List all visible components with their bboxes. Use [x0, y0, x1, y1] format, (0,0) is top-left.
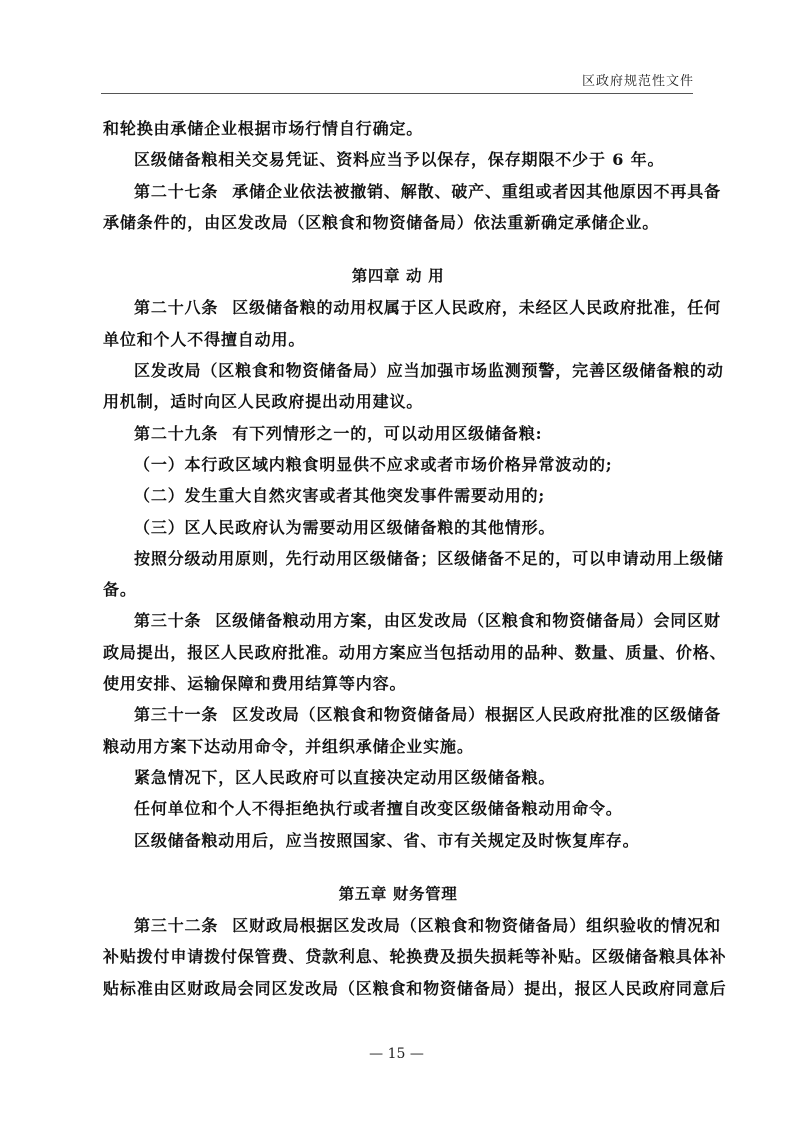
paragraph-line: 备。	[103, 580, 137, 600]
article-31-line	[103, 699, 721, 730]
article-text: 有下列情形之一的，可以动用区级储备粮:	[232, 423, 543, 443]
paragraph-line: 用机制，适时向区人民政府提出动用建议。	[103, 392, 424, 412]
paragraph-line: 区级储备粮动用后，应当按照国家、省、市有关规定及时恢复库存。	[134, 830, 640, 850]
list-item: （一）本行政区域内粮食明显供不应求或者市场价格异常波动的;	[134, 454, 613, 474]
chapter-heading: 第四章 动 用	[351, 267, 445, 286]
article-text: 区发改局（区粮食和物资储备局）根据区人民政府批准的区级储备	[232, 705, 721, 725]
paragraph-line: 粮动用方案下达动用命令，并组织承储企业实施。	[103, 736, 474, 756]
article-label: 第三十一条	[134, 705, 219, 725]
paragraph-line: 区发改局（区粮食和物资储备局）应当加强市场监测预警，完善区级储备粮的动	[134, 361, 724, 381]
document-type-header: 区政府规范性文件	[581, 74, 694, 89]
section-gap	[103, 856, 693, 879]
article-text: 区级储备粮的动用权属于区人民政府，未经区人民政府批准，任何	[232, 298, 721, 318]
paragraph-line: 任何单位和个人不得拒绝执行或者擅自改变区级储备粮动用命令。	[134, 799, 623, 819]
article-label: 第二十八条	[134, 298, 219, 318]
article-27-line	[103, 176, 721, 207]
article-text: 区财政局根据区发改局（区粮食和物资储备局）组织验收的情况和	[232, 916, 721, 936]
header-divider	[101, 93, 693, 94]
paragraph-line: 区级储备粮相关交易凭证、资料应当予以保存，保存期限不少于 6 年。	[134, 150, 665, 170]
paragraph-line: 承储条件的，由区发改局（区粮食和物资储备局）依法重新确定承储企业。	[103, 212, 660, 232]
paragraph-line: 政局提出，报区人民政府批准。动用方案应当包括动用的品种、数量、质量、价格、	[103, 642, 727, 662]
paragraph-line: 单位和个人不得擅自动用。	[103, 329, 306, 349]
article-30-line	[103, 605, 721, 636]
list-item: （二）发生重大自然灾害或者其他突发事件需要动用的;	[134, 486, 546, 506]
article-label: 第三十条	[134, 611, 202, 631]
article-32-line	[103, 910, 721, 941]
article-text: 区级储备粮动用方案，由区发改局（区粮食和物资储备局）会同区财	[215, 611, 721, 631]
paragraph-line: 紧急情况下，区人民政府可以直接决定动用区级储备粮。	[134, 767, 556, 787]
paragraph-line: 补贴拨付申请拨付保管费、贷款利息、轮换费及损失损耗等补贴。区级储备粮具体补	[103, 947, 727, 967]
page-number: — 15 —	[369, 1046, 424, 1062]
paragraph-line: 按照分级动用原则，先行动用区级储备；区级储备不足的，可以申请动用上级储	[134, 548, 724, 568]
list-item: （三）区人民政府认为需要动用区级储备粮的其他情形。	[134, 517, 556, 537]
chapter-heading: 第五章 财务管理	[338, 884, 458, 903]
article-label: 第三十二条	[134, 916, 219, 936]
paragraph-line: 和轮换由承储企业根据市场行情自行确定。	[103, 119, 424, 138]
paragraph-line: 贴标准由区财政局会同区发改局（区粮食和物资储备局）提出，报区人民政府同意后	[103, 978, 727, 998]
article-label: 第二十九条	[134, 423, 219, 443]
section-gap	[103, 238, 693, 261]
document-body	[103, 113, 727, 1004]
paragraph-line: 使用安排、运输保障和费用结算等内容。	[103, 674, 407, 694]
article-29-line	[103, 418, 693, 449]
article-text: 承储企业依法被撤销、解散、破产、重组或者因其他原因不再具备	[232, 181, 721, 201]
article-28-line	[103, 292, 721, 323]
article-label: 第二十七条	[134, 181, 219, 201]
